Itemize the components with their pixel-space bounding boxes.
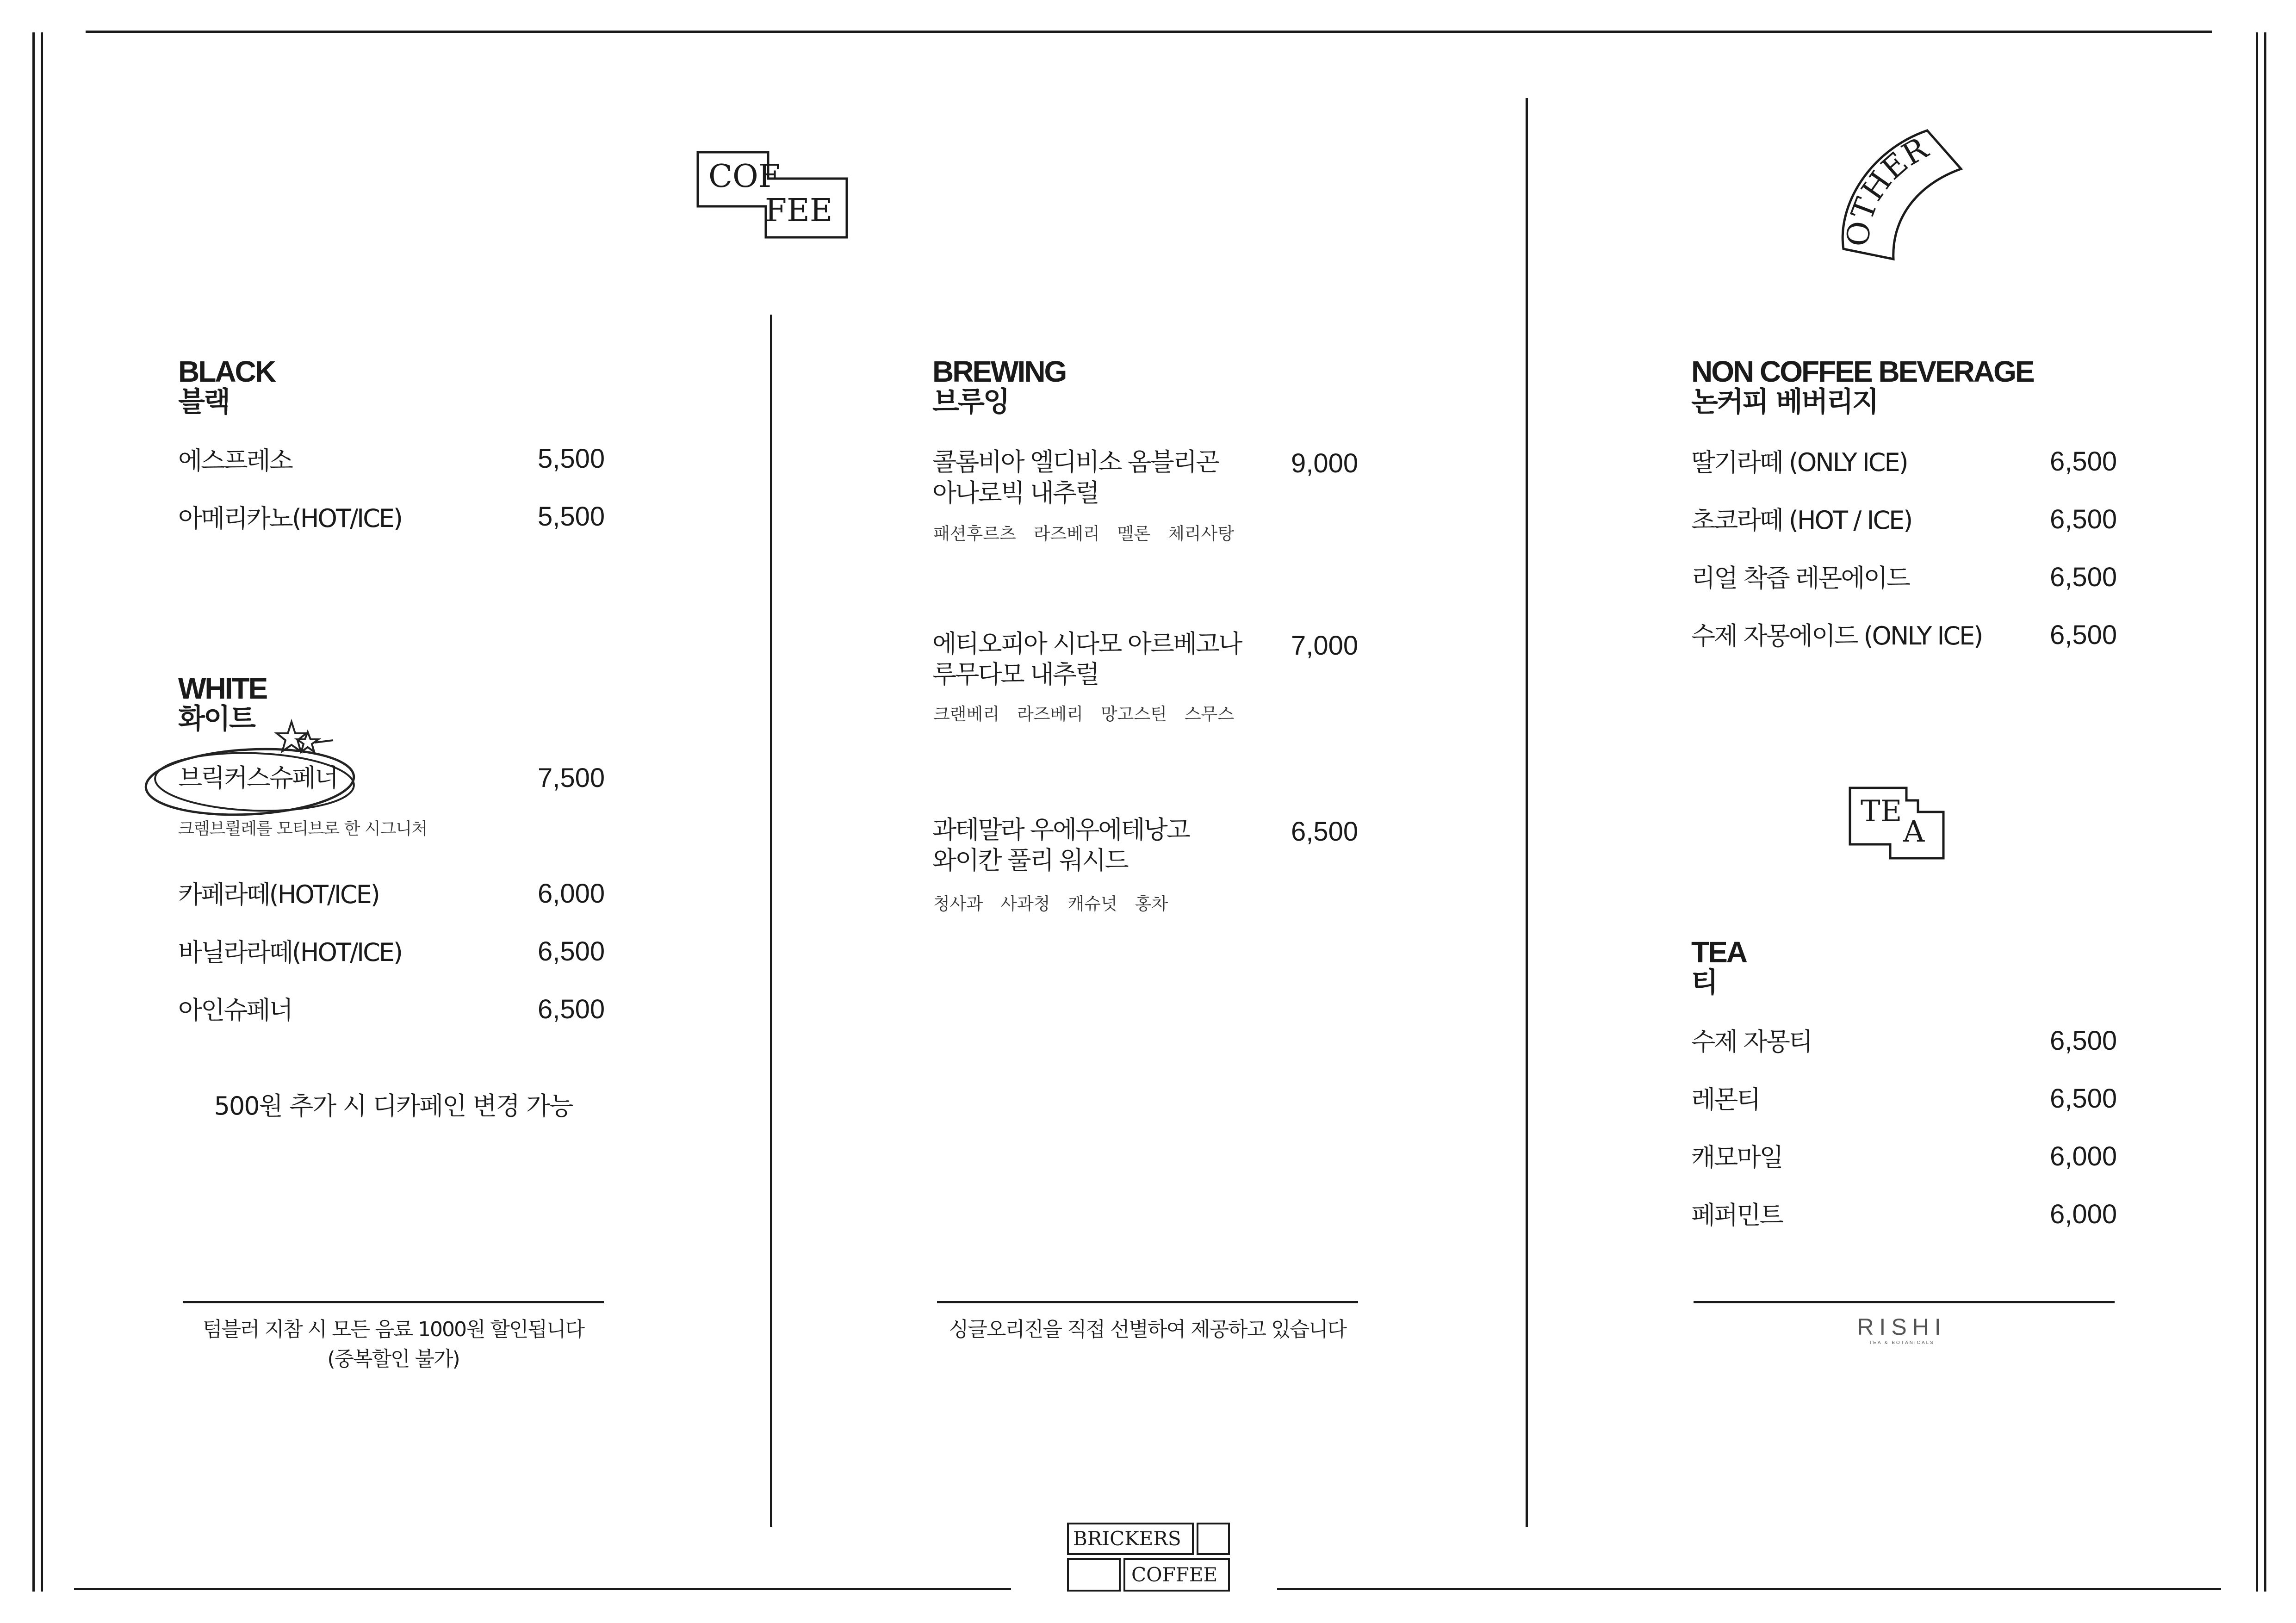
menu-item-name: 카페라떼(HOT/ICE) <box>178 880 379 909</box>
menu-item-price: 5,500 <box>538 444 605 474</box>
other-logo <box>1837 125 1971 264</box>
menu-item-price: 5,500 <box>538 502 605 532</box>
left-border-line-outer <box>32 32 35 1592</box>
tasting-note: 크랜베리 <box>933 704 999 724</box>
rishi-logo-subtext: TEA & BOTANICALS <box>1869 1340 1935 1345</box>
left-border-line-inner <box>41 32 43 1592</box>
footer-right-rule <box>1694 1301 2115 1303</box>
brewing-item-notes <box>933 523 1234 545</box>
brewing-title-ko: 브루잉 <box>932 386 1009 418</box>
menu-item-name: 캐모마일 <box>1691 1143 1782 1172</box>
brewing-item-name-line2: 루무다모 내추럴 <box>932 660 1098 689</box>
menu-item-price: 6,500 <box>2050 1026 2117 1056</box>
menu-item-name: 아메리카노(HOT/ICE) <box>178 504 402 533</box>
tasting-note: 스무스 <box>1184 704 1235 724</box>
bottom-border-line-left <box>74 1588 1011 1590</box>
menu-item-price: 6,000 <box>2050 1199 2117 1229</box>
tea-title-ko: 티 <box>1691 966 1717 999</box>
tasting-note: 패션후르츠 <box>933 524 1016 544</box>
signature-item-name: 브릭커스슈페너 <box>178 763 338 793</box>
right-border-line-outer <box>2264 32 2266 1592</box>
signature-item-price: 7,500 <box>538 763 605 793</box>
menu-item-price: 6,000 <box>538 879 605 909</box>
tasting-note: 체리사탕 <box>1168 524 1235 544</box>
brewing-item-price: 9,000 <box>1291 448 1359 478</box>
black-section-title <box>178 356 275 417</box>
tasting-note: 홍차 <box>1135 894 1168 914</box>
rishi-logo <box>1832 1314 1971 1346</box>
menu-item-name: 레몬티 <box>1691 1085 1760 1114</box>
menu-item-price: 6,500 <box>2050 562 2117 592</box>
decaf-note: 500원 추가 시 디카페인 변경 가능 <box>214 1091 573 1121</box>
footer-middle-text: 싱글오리진을 직접 선별하여 제공하고 있습니다 <box>949 1318 1347 1341</box>
brewing-item-price: 6,500 <box>1291 817 1359 847</box>
menu-item-price: 6,500 <box>538 936 605 966</box>
brickers-coffee-logo <box>1067 1522 1231 1592</box>
tasting-note: 사과청 <box>1000 894 1050 914</box>
non-coffee-title-ko: 논커피 베버리지 <box>1691 386 1878 418</box>
tasting-note: 라즈베리 <box>1033 524 1100 544</box>
brewing-section-title <box>932 356 1066 417</box>
brewing-item-name-line1: 에티오피아 시다모 아르베고나 <box>932 629 1241 658</box>
brewing-item-name-line1: 과테말라 우에우에테낭고 <box>932 815 1189 844</box>
menu-item-price: 6,500 <box>2050 446 2117 477</box>
non-coffee-title-en: NON COFFEE BEVERAGE <box>1691 355 2034 388</box>
non-coffee-section-title <box>1691 356 2034 417</box>
menu-item-name: 딸기라떼 (ONLY ICE) <box>1691 448 1907 477</box>
footer-left-line2: (중복할인 불가) <box>327 1347 459 1371</box>
column-divider-left <box>770 315 772 1527</box>
brewing-item-notes <box>933 703 1234 725</box>
brewing-title-en: BREWING <box>932 355 1066 388</box>
tasting-note: 캐슈넛 <box>1067 894 1117 914</box>
tasting-note: 라즈베리 <box>1017 704 1083 724</box>
tea-title-en: TEA <box>1691 935 1746 969</box>
tasting-note: 망고스틴 <box>1100 704 1167 724</box>
tea-logo-top-text: TE <box>1861 794 1902 829</box>
white-title-en: WHITE <box>178 672 267 705</box>
other-logo-arc <box>1837 125 1971 264</box>
white-title-ko: 화이트 <box>178 703 254 735</box>
menu-item-name: 아인슈페너 <box>178 996 292 1025</box>
menu-item-name: 에스프레소 <box>178 446 292 475</box>
brewing-item-name-line2: 아나로빅 내추럴 <box>932 478 1098 508</box>
other-logo-text: OTHER <box>1840 130 1934 248</box>
black-title-ko: 블랙 <box>178 386 229 418</box>
menu-item-name: 수제 자몽티 <box>1691 1027 1812 1056</box>
black-title-en: BLACK <box>178 355 275 388</box>
rishi-logo-text: RISHI <box>1857 1314 1947 1340</box>
coffee-logo-top-text: COF <box>708 158 780 195</box>
tea-section-title <box>1691 937 1746 998</box>
menu-item-name: 수제 자몽에이드 (ONLY ICE) <box>1691 621 1982 650</box>
right-border-line-inner <box>2256 32 2258 1592</box>
tea-logo <box>1849 787 1946 861</box>
menu-item-price: 6,000 <box>2050 1141 2117 1171</box>
footer-left-text <box>153 1315 634 1374</box>
brewing-item-name-line2: 와이칸 풀리 워시드 <box>932 846 1128 875</box>
coffee-logo <box>696 151 849 239</box>
footer-left-line1: 텀블러 지참 시 모든 음료 1000원 할인됩니다 <box>203 1318 584 1341</box>
menu-item-name: 초코라떼 (HOT / ICE) <box>1691 506 1912 535</box>
brewing-item-notes <box>933 893 1168 915</box>
menu-item-price: 6,500 <box>538 994 605 1024</box>
menu-item-name: 바닐라라떼(HOT/ICE) <box>178 938 402 967</box>
column-divider-right <box>1526 98 1528 1527</box>
menu-item-name: 페퍼민트 <box>1691 1201 1782 1230</box>
top-border-line <box>86 31 2212 33</box>
brickers-logo-line2: COFFEE <box>1131 1563 1218 1586</box>
menu-item-price: 6,500 <box>2050 504 2117 534</box>
tasting-note: 청사과 <box>933 894 983 914</box>
footer-left-rule <box>183 1301 604 1303</box>
menu-item-name: 리얼 착즙 레몬에이드 <box>1691 564 1909 593</box>
coffee-logo-bottom-text: FEE <box>765 192 833 229</box>
footer-middle-rule <box>937 1301 1358 1303</box>
tea-logo-bottom-text: A <box>1903 815 1925 849</box>
signature-item-note: 크렘브륄레를 모티브로 한 시그니처 <box>178 819 427 838</box>
menu-item-price: 6,500 <box>2050 1084 2117 1114</box>
menu-item-price: 6,500 <box>2050 620 2117 650</box>
brickers-logo-line1: BRICKERS <box>1073 1527 1181 1550</box>
bottom-border-line-right <box>1277 1588 2221 1590</box>
tasting-note: 멜론 <box>1117 524 1151 544</box>
brewing-item-price: 7,000 <box>1291 631 1359 661</box>
brewing-item-name-line1: 콜롬비아 엘디비소 옴블리곤 <box>932 447 1219 477</box>
